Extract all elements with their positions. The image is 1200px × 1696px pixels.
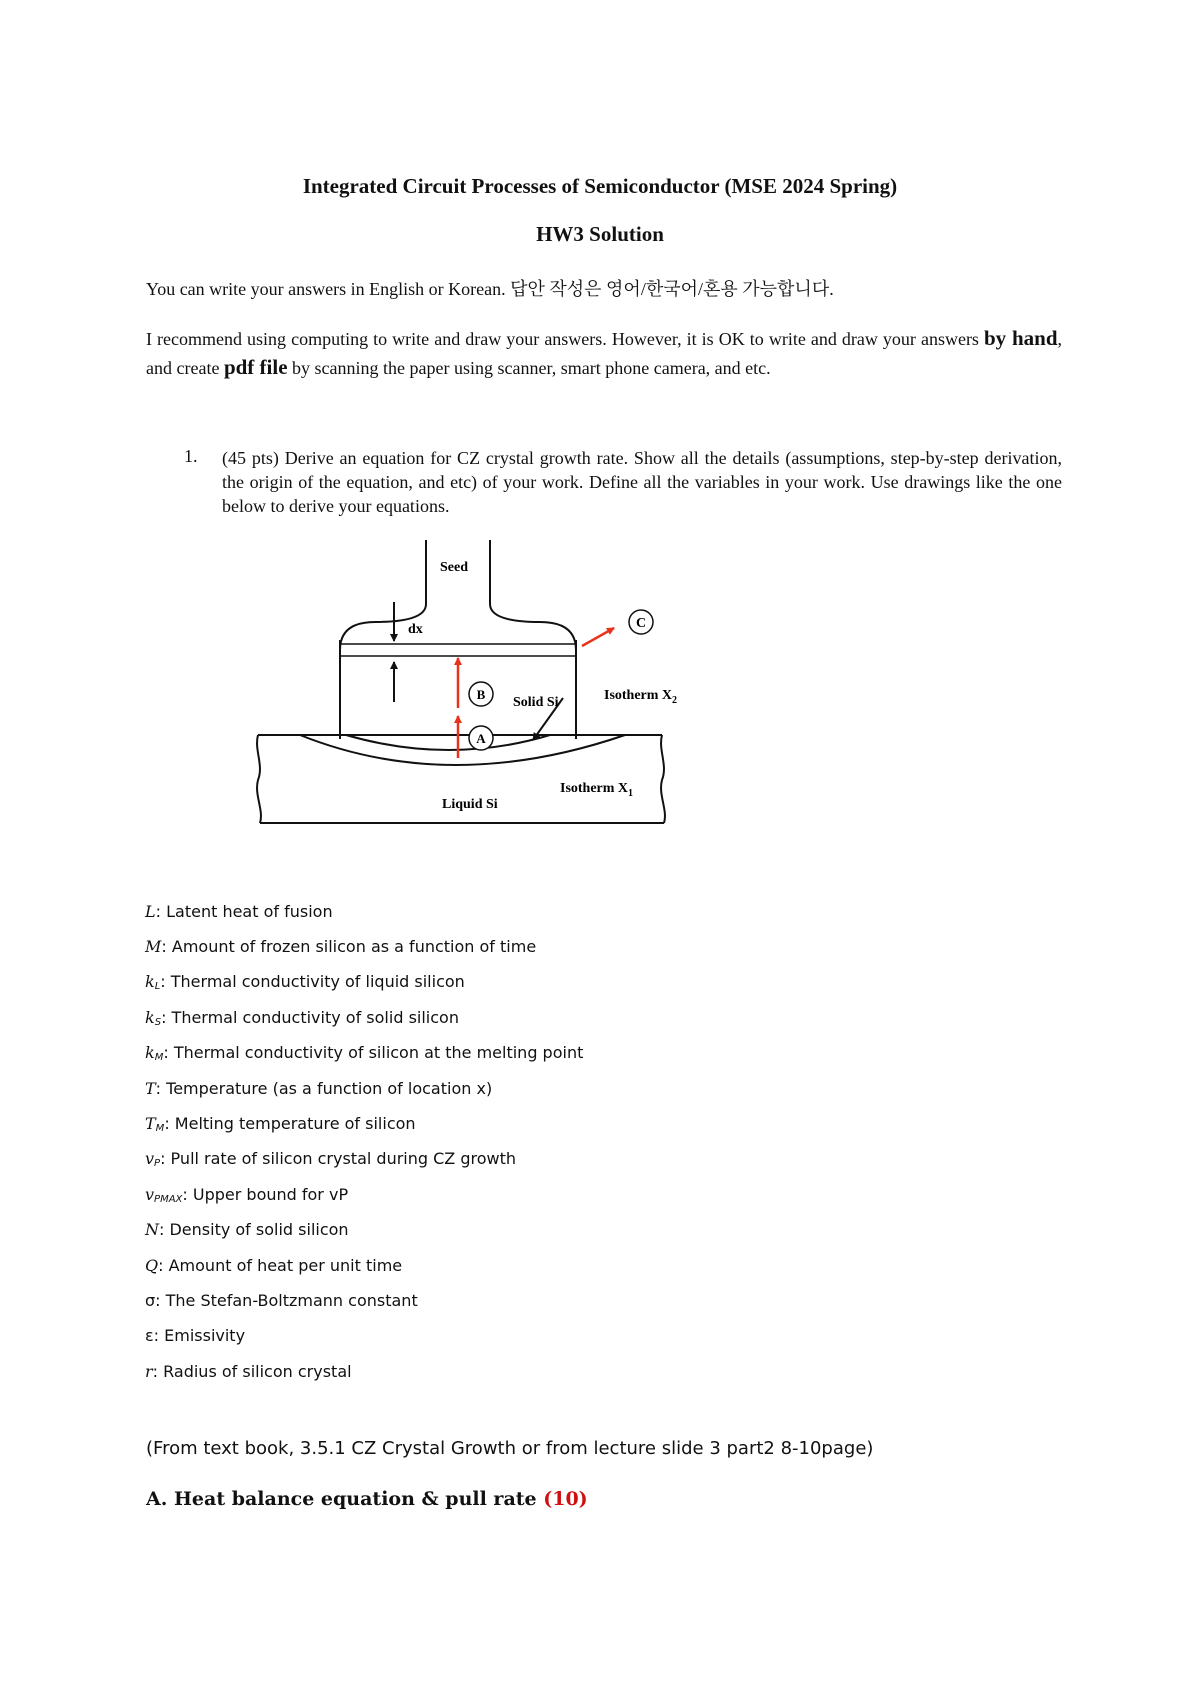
variable-def xyxy=(145,1079,492,1099)
variable-symbol: k xyxy=(145,972,155,991)
recommend-bold-pdf: pdf file xyxy=(223,355,288,379)
variable-def xyxy=(145,902,333,922)
variable-def xyxy=(145,972,465,992)
variable-description: : Thermal conductivity of liquid silicon xyxy=(160,972,465,991)
variable-description: : Latent heat of fusion xyxy=(155,902,333,921)
cz-growth-diagram xyxy=(250,540,700,830)
variable-symbol: L xyxy=(145,902,156,921)
isotherm-x2-curve xyxy=(346,735,550,750)
variable-subscript: PMAX xyxy=(154,1194,183,1205)
isotherm-x1-text: Isotherm X xyxy=(560,781,629,796)
question-number: 1. xyxy=(184,446,198,466)
variable-symbol: N xyxy=(145,1220,159,1239)
variable-def xyxy=(145,1149,516,1169)
radiation-arrow-c xyxy=(582,628,614,646)
isotherm-x2-text: Isotherm X xyxy=(604,688,673,703)
recommendation-paragraph xyxy=(146,324,1062,382)
course-title: Integrated Circuit Processes of Semiconductor (MSE 2024 Spring) xyxy=(302,174,898,198)
variable-def xyxy=(145,1008,459,1028)
label-b: B xyxy=(476,687,486,702)
variable-symbol: M xyxy=(145,937,162,956)
variable-description: : Amount of heat per unit time xyxy=(158,1256,403,1275)
variable-symbol: k xyxy=(145,1008,155,1027)
variable-def xyxy=(145,1043,583,1063)
variable-symbol: k xyxy=(145,1043,155,1062)
variable-def xyxy=(145,1291,418,1311)
hw-title: HW3 Solution xyxy=(536,222,664,246)
variable-description: : Thermal conductivity of solid silicon xyxy=(161,1008,459,1027)
variable-subscript: P xyxy=(154,1158,161,1169)
variable-def xyxy=(145,1362,352,1382)
variable-def xyxy=(145,1256,402,1276)
isotherm-x1-subscript: 1 xyxy=(628,788,634,799)
variable-symbol: Q xyxy=(145,1256,159,1275)
variable-description: : Temperature (as a function of location x) xyxy=(155,1079,493,1098)
label-c: C xyxy=(635,616,647,631)
variable-description: : Pull rate of silicon crystal during CZ growth xyxy=(160,1149,516,1168)
variable-description: : Emissivity xyxy=(153,1326,246,1345)
variable-def xyxy=(145,1114,416,1134)
recommend-bold-by-hand: by hand xyxy=(984,326,1058,350)
isotherm-x2-label xyxy=(604,688,677,706)
variable-def xyxy=(145,1326,245,1346)
section-a-title: A. Heat balance equation & pull rate xyxy=(146,1488,544,1510)
variable-symbol: σ xyxy=(145,1291,156,1310)
variable-description: : Density of solid silicon xyxy=(159,1220,349,1239)
variable-symbol: ε xyxy=(145,1326,154,1345)
shoulder-right xyxy=(490,604,576,650)
isotherm-x2-subscript: 2 xyxy=(672,695,678,706)
section-a-points: (10) xyxy=(543,1488,588,1510)
variable-symbol: T xyxy=(145,1114,156,1133)
variable-description: : The Stefan-Boltzmann constant xyxy=(155,1291,418,1310)
variable-symbol: v xyxy=(145,1149,155,1168)
language-note: You can write your answers in English or Korean. 답안 작성은 영어/한국어/혼용 가능합니다. xyxy=(146,279,834,299)
seed-label: Seed xyxy=(440,560,468,575)
dx-label: dx xyxy=(408,622,423,637)
variable-subscript: L xyxy=(154,981,161,992)
isotherm-x1-label xyxy=(560,781,633,799)
recommend-text-2: , and create xyxy=(146,329,1063,378)
variable-def xyxy=(145,937,536,957)
variable-description: : Amount of frozen silicon as a function of time xyxy=(161,937,537,956)
question-text: (45 pts) Derive an equation for CZ crystal growth rate. Show all the details (assumptions, step-by-step derivation, the origin of the equation, and etc) of your work. Define all the variables in your work. Use drawings like the one below to derive your equations. xyxy=(222,448,1062,516)
recommend-text-3: by scanning the paper using scanner, smart phone camera, and etc. xyxy=(287,358,771,378)
variable-symbol: T xyxy=(145,1079,156,1098)
variable-subscript: M xyxy=(155,1123,165,1134)
section-a-heading xyxy=(146,1488,588,1510)
variable-description: : Upper bound for vP xyxy=(182,1185,349,1204)
variable-symbol: r xyxy=(145,1362,153,1381)
recommend-text-1: I recommend using computing to write and draw your answers. However, it is OK to write and draw your answers xyxy=(146,329,984,349)
variable-symbol: v xyxy=(145,1185,155,1204)
liquid-si-label: Liquid Si xyxy=(442,797,498,812)
variable-description: : Melting temperature of silicon xyxy=(164,1114,416,1133)
variable-def xyxy=(145,1185,348,1205)
variable-def xyxy=(145,1220,349,1240)
label-a: A xyxy=(476,731,486,746)
source-note: (From text book, 3.5.1 CZ Crystal Growth or from lecture slide 3 part2 8-10page) xyxy=(146,1438,874,1459)
variable-subscript: S xyxy=(154,1017,162,1028)
solid-si-label: Solid Si xyxy=(513,695,559,710)
variable-subscript: M xyxy=(154,1052,164,1063)
variable-description: : Radius of silicon crystal xyxy=(152,1362,352,1381)
variable-description: : Thermal conductivity of silicon at the melting point xyxy=(163,1043,584,1062)
